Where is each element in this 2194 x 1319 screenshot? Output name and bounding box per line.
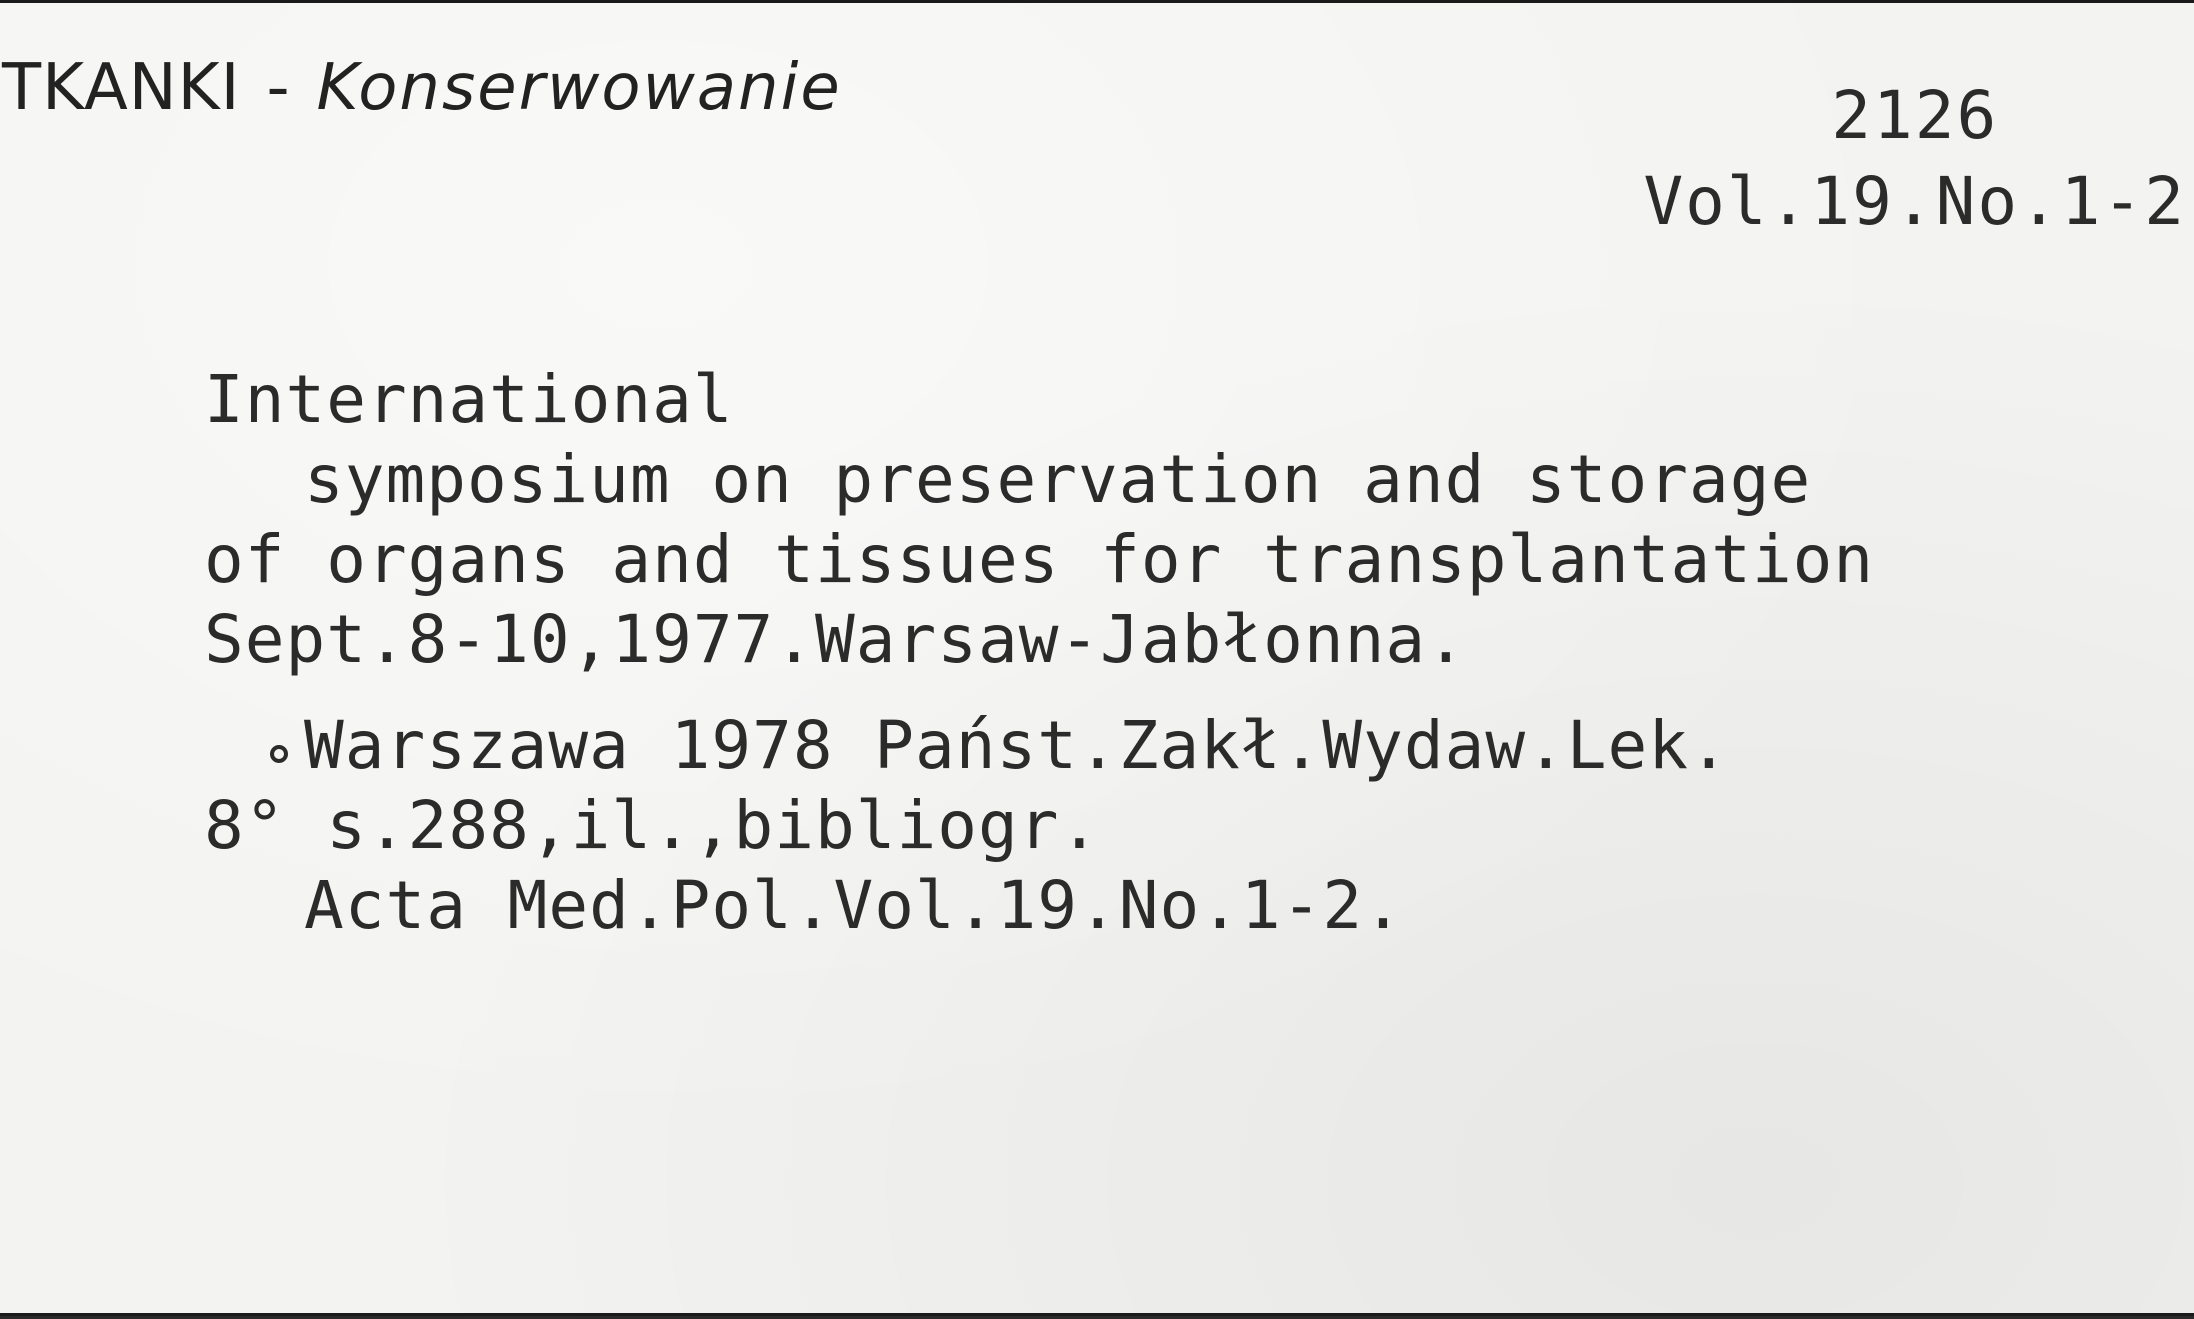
entry-imprint-line: Warszawa 1978 Państ.Zakł.Wydaw.Lek. <box>304 707 1730 784</box>
call-number: 2126 <box>1831 77 1999 154</box>
entry-title-line-1: International <box>204 361 734 438</box>
subject-heading <box>2 51 842 125</box>
call-number-block <box>1643 73 2186 245</box>
reverse-side-bleed-through <box>430 1193 2080 1253</box>
entry-date-place-line: Sept.8-10,1977.Warsaw-Jabłonna. <box>204 601 1467 678</box>
subject-dash: - <box>266 51 291 125</box>
entry-title-line-3: of organs and tissues for transplantation <box>204 521 1875 598</box>
subject-subheading: Konserwowanie <box>316 51 842 125</box>
entry-title-line-2: symposium on preservation and storage <box>304 441 1812 518</box>
entry-collation-line: 8° s.288,il.,bibliogr. <box>204 787 1101 864</box>
volume-number: Vol.19.No.1-2 <box>1643 163 2186 240</box>
entry-series-line: Acta Med.Pol.Vol.19.No.1-2. <box>304 867 1404 944</box>
subject-main: TKANKI <box>2 51 241 125</box>
typed-circle-mark <box>270 745 288 763</box>
